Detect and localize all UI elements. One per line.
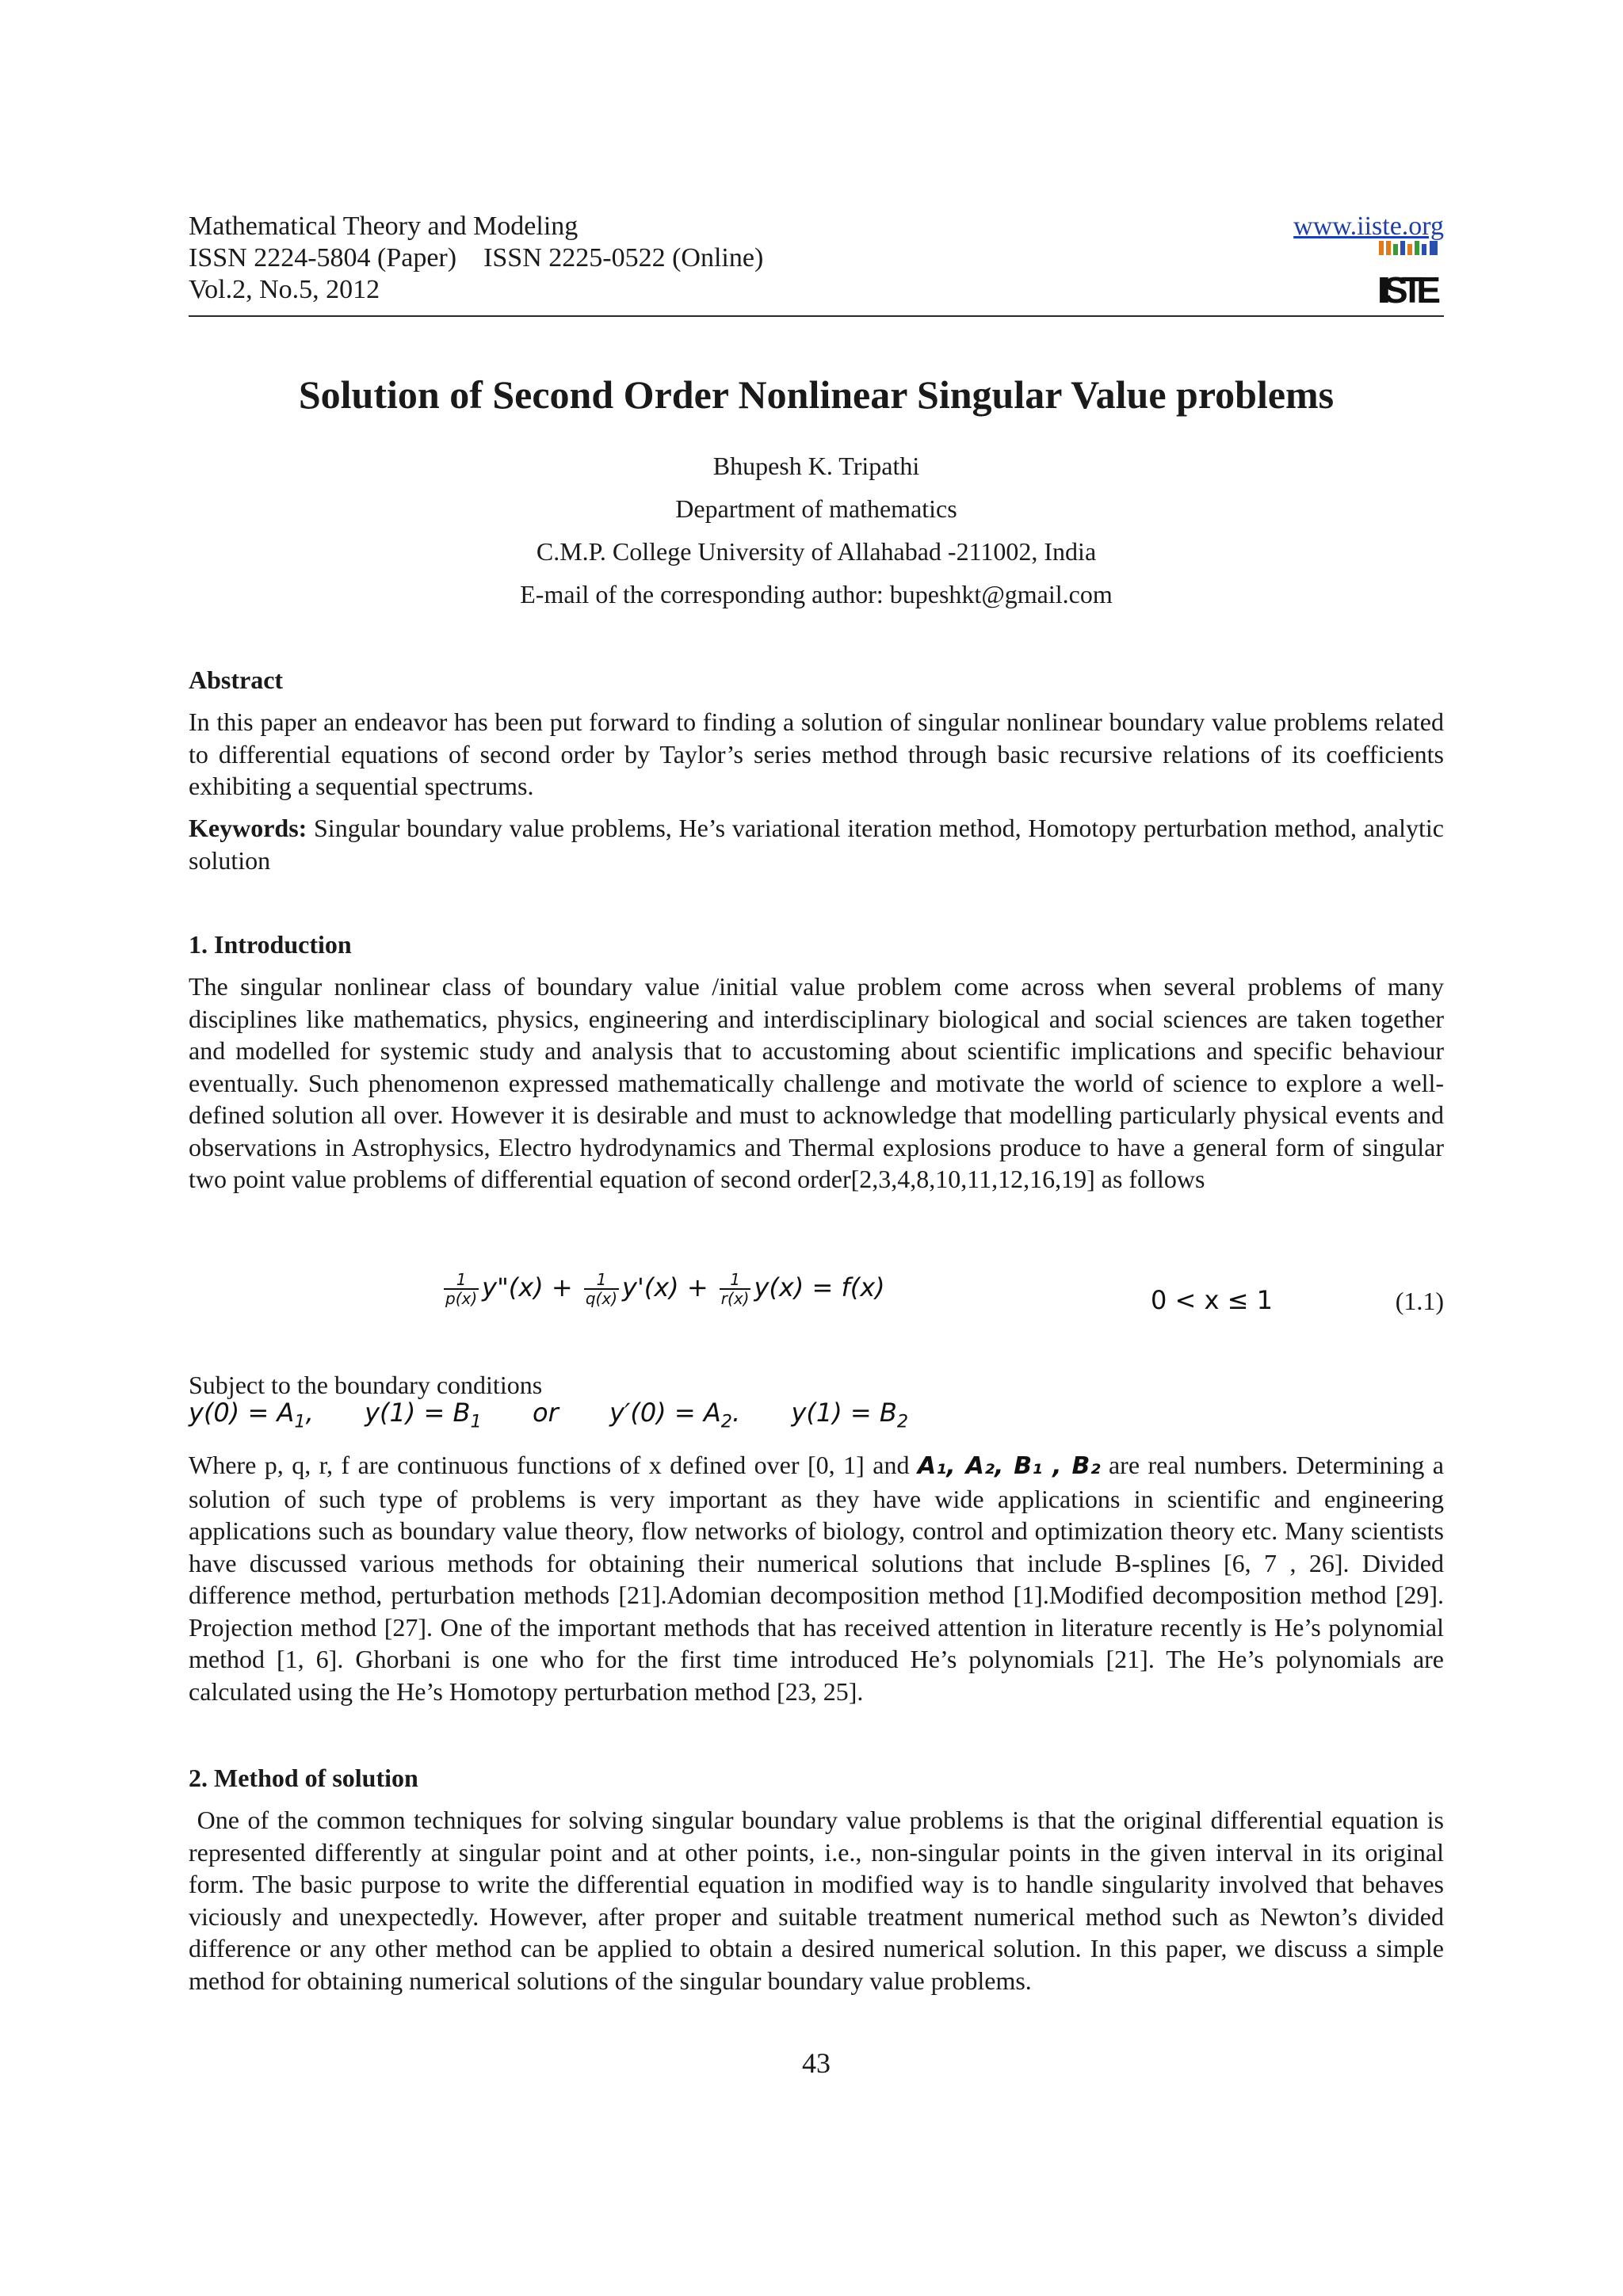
where-paragraph — [189, 1449, 1444, 1707]
where-symbols: A₁, A₂, B₁ , B₂ — [917, 1452, 1101, 1480]
where-pre: Where p, q, r, f are continuous functions of x defined over [0, 1] and — [189, 1451, 918, 1479]
journal-name: Mathematical Theory and Modeling — [189, 212, 579, 241]
eq-number: (1.1) — [1395, 1287, 1444, 1315]
volume-line: Vol.2, No.5, 2012 — [189, 275, 380, 304]
boundary-conditions — [189, 1398, 908, 1432]
keywords-paragraph — [189, 812, 1444, 876]
intro-text: The singular nonlinear class of boundary value /initial value problem come across when several problems of many disciplines like mathematics, physics, engineering and interdisciplinary biological and social sciences are taken together and modelled for systemic study and analysis that to accustoming about scientific implications and specific behaviour eventually. Such phenomenon expressed mathematically challenge and motivate the world of science to explore a well-defined solution all over. However it is desirable and must to acknowledge that modelling particularly physical events and observations in Astrophysics, Electro hydrodynamics and Thermal explosions produce to have a general form of singular two point value problems of differential equation of second order[2,3,4,8,10,11,12,16,19] as follows — [189, 972, 1444, 1193]
journal-url-link[interactable]: www.iiste.org — [1293, 212, 1444, 241]
department: Department of mathematics — [675, 494, 957, 523]
iiste-logo — [1377, 239, 1442, 307]
header-rule — [189, 315, 1444, 317]
eq-term-3: y(x) = f(x) — [754, 1272, 885, 1302]
paper-title: Solution of Second Order Nonlinear Singular Value problems — [298, 372, 1335, 417]
logo-text: IISTE — [1377, 269, 1441, 307]
eq-term-2: y'(x) + — [622, 1272, 708, 1302]
bc-or: or — [533, 1398, 559, 1428]
email-line: E-mail of the corresponding author: bupeshkt@gmail.com — [520, 580, 1113, 608]
eq-fraction-1: $\frac{1}{p(x)}$ — [445, 1270, 478, 1308]
keywords-text: Singular boundary value problems, He’s variational iteration method, Homotopy perturbation method, analytic solution — [189, 814, 1444, 875]
bc-2: $y(1) = B_1$ — [365, 1398, 482, 1432]
issn-line: ISSN 2224-5804 (Paper) ISSN 2225-0522 (Online) — [189, 243, 764, 273]
keywords-label: Keywords: — [189, 814, 307, 842]
equation-1-1 — [441, 1271, 885, 1307]
subject-line: Subject to the boundary conditions — [189, 1371, 543, 1399]
method-text: One of the common techniques for solving singular boundary value problems is that the original differential equation is represented differently at singular point and at other points, i.e., non-singular points in the given interval in its original form. The basic purpose to write the differential equation in modified way is to handle singularity involved that behaves viciously and unexpectedly. However, after proper and suitable treatment numerical method such as Newton’s divided difference or any other method can be applied to obtain a desired numerical solution. In this paper, we discuss a simple method for obtaining numerical solutions of the singular boundary value problems. — [189, 1806, 1451, 1995]
eq-term-1: y"(x) + — [482, 1272, 573, 1302]
bc-3: $y'(0) = A_2$. — [609, 1398, 741, 1432]
affiliation: C.M.P. College University of Allahabad -211002, India — [536, 537, 1097, 566]
eq-domain: 0 < x ≤ 1 — [1151, 1285, 1273, 1315]
eq-fraction-3: $\frac{1}{r(x)}$ — [720, 1270, 750, 1308]
bc-1: $y(0) = A_1$, — [189, 1398, 314, 1432]
where-rest: are real numbers. Determining a solution of such type of problems is very important as they have wide applications in scientific and engineering applications such as boundary value theory, flow networks of biology, control and optimization theory etc. Many scientists have discussed various methods for obtaining their numerical solutions that include B-splines [6, 7 , 26]. Divided difference method, perturbation methods [21].Adomian decomposition method [1].Modified decomposition method [29]. Projection method [27]. One of the important methods that has received attention in literature recently is He’s polynomial method [1, 6]. Ghorbani is one who for the first time introduced He’s polynomials [21]. The He’s polynomials are calculated using the He’s Homotopy perturbation method [23, 25]. — [189, 1451, 1445, 1706]
abstract-text: In this paper an endeavor has been put forward to finding a solution of singular nonlinear boundary value problems related to differential equations of second order by Taylor’s series method through basic recursive relations of its coefficients exhibiting a sequential spectrums. — [189, 707, 1444, 800]
intro-heading: 1. Introduction — [189, 930, 352, 959]
eq-fraction-2: $\frac{1}{q(x)}$ — [585, 1270, 617, 1308]
author-name: Bhupesh K. Tripathi — [712, 452, 920, 480]
iiste-logo-graphic — [1377, 239, 1442, 307]
method-heading: 2. Method of solution — [189, 1764, 418, 1792]
bc-4: $y(1) = B_2$ — [791, 1398, 909, 1432]
abstract-heading: Abstract — [189, 666, 284, 694]
page-number: 43 — [802, 2047, 831, 2079]
